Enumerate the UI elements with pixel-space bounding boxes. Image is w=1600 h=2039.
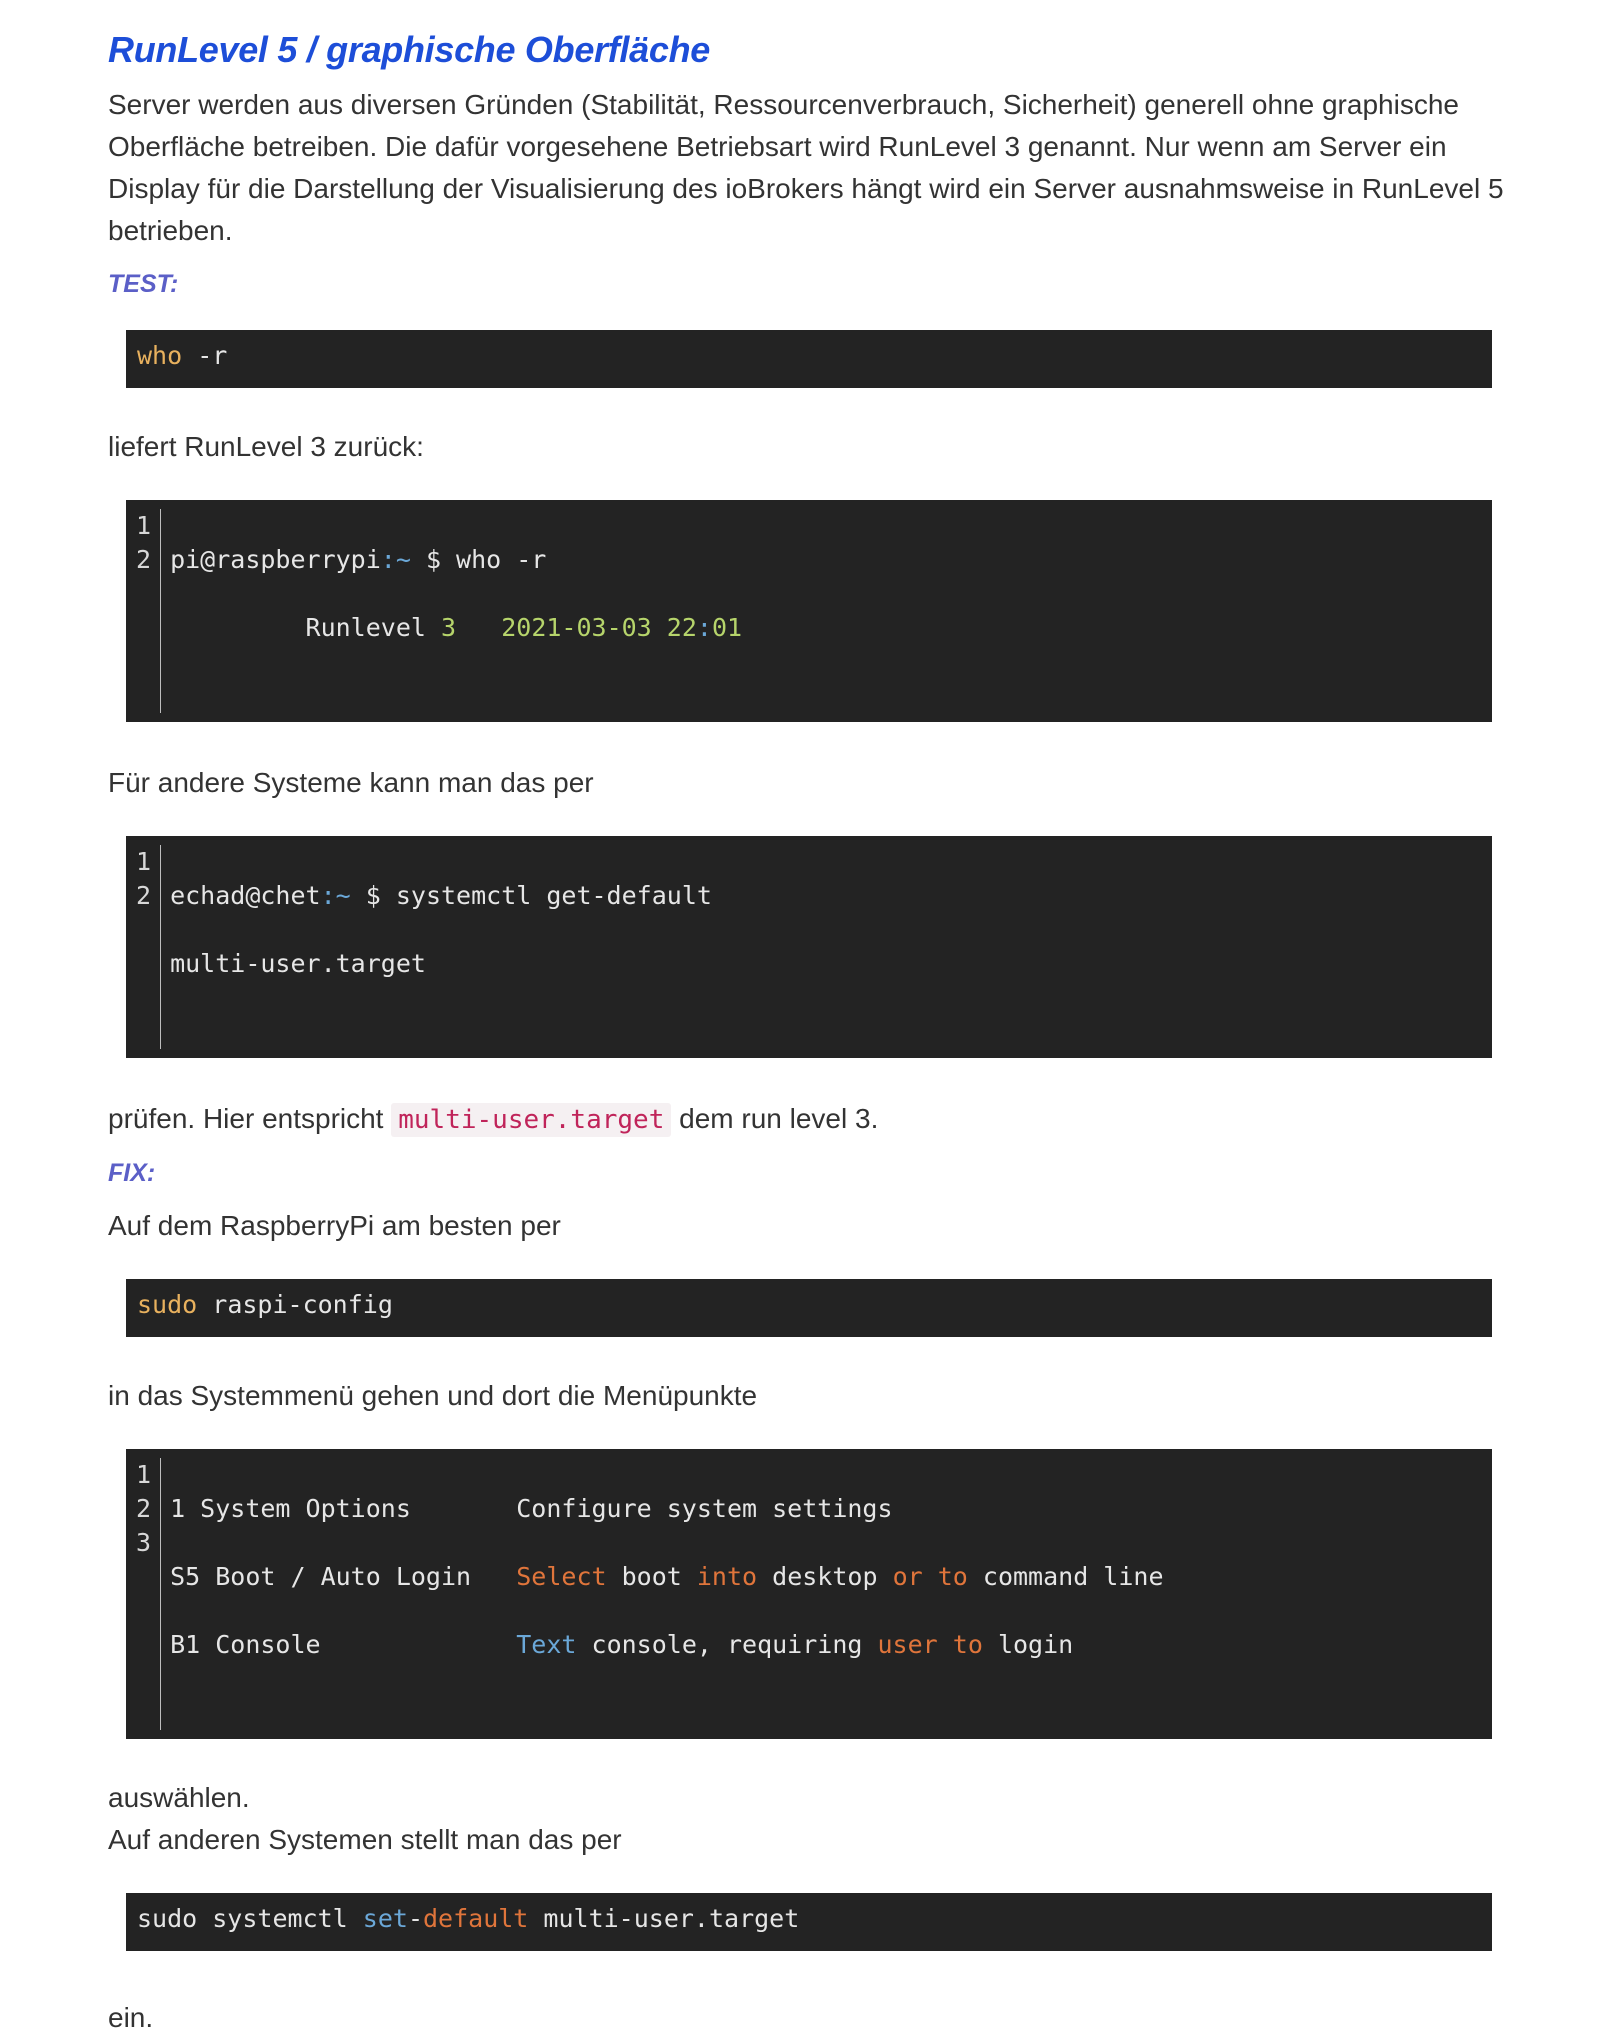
code-text: console, requiring <box>576 1630 878 1659</box>
fix-label: FIX: <box>108 1159 156 1187</box>
test-label: TEST: <box>108 270 179 298</box>
code-keyword: user <box>877 1630 938 1659</box>
code-text: boot <box>606 1562 697 1591</box>
code-text: Runlevel <box>170 613 441 642</box>
code-keyword: or <box>892 1562 923 1591</box>
code-colon: : <box>696 613 712 642</box>
line-numbers <box>136 509 161 713</box>
others-set-paragraph: Auf anderen Systemen stellt man das per <box>108 1824 622 1855</box>
code-date: 2021-03-03 22 <box>501 613 697 642</box>
code-number: 3 <box>441 613 457 642</box>
code-line: 1 System Options Configure system settings <box>170 1494 893 1523</box>
end-paragraph: ein. <box>108 2002 154 2033</box>
code-text: sudo systemctl <box>137 1904 363 1933</box>
code-keyword: sudo <box>137 1290 198 1319</box>
code-text: login <box>982 1630 1074 1659</box>
code-path: :~ <box>320 881 351 910</box>
check-paragraph <box>108 1098 1508 1141</box>
code-keyword: to <box>937 1562 968 1591</box>
inline-code-target: multi-user.target <box>391 1103 671 1137</box>
line-number: 1 <box>136 1460 152 1489</box>
code-text: - <box>407 1904 423 1933</box>
code-command: $ systemctl get-default <box>350 881 712 910</box>
code-keyword: to <box>952 1630 983 1659</box>
line-numbers <box>136 1458 161 1730</box>
line-number: 2 <box>136 1494 152 1523</box>
code-block-runlevel[interactable] <box>126 500 1492 722</box>
code-path: :~ <box>380 545 411 574</box>
code-space <box>938 1630 953 1659</box>
code-block-menu[interactable] <box>126 1449 1492 1739</box>
code-text: command line <box>967 1562 1164 1591</box>
code-lines <box>161 845 712 1049</box>
code-block-raspi-config[interactable] <box>126 1279 1492 1337</box>
code-type: Text <box>516 1630 577 1659</box>
code-block-set-default[interactable] <box>126 1893 1492 1951</box>
code-line <box>170 1560 1163 1594</box>
code-line <box>170 879 712 913</box>
code-text: -r <box>182 341 228 370</box>
code-text: S5 Boot / Auto Login <box>170 1562 517 1591</box>
code-keyword: into <box>696 1562 758 1591</box>
code-keyword: Select <box>516 1562 607 1591</box>
check-text-before: prüfen. Hier entspricht <box>108 1103 392 1134</box>
code-block-get-default[interactable] <box>126 836 1492 1058</box>
code-command: $ who -r <box>410 545 547 574</box>
returns-paragraph: liefert RunLevel 3 zurück: <box>108 431 424 462</box>
code-user: pi@raspberrypi <box>170 545 381 574</box>
code-text: desktop <box>757 1562 893 1591</box>
other-systems-paragraph: Für andere Systeme kann man das per <box>108 767 594 798</box>
raspi-paragraph: Auf dem RaspberryPi am besten per <box>108 1210 561 1241</box>
section-title: RunLevel 5 / graphische Oberfläche <box>108 29 710 70</box>
line-number: 3 <box>136 1528 152 1557</box>
line-number: 1 <box>136 511 152 540</box>
line-number: 1 <box>136 847 152 876</box>
check-text-after: dem run level 3. <box>671 1103 879 1134</box>
code-line: multi-user.target <box>170 949 426 978</box>
select-paragraph: auswählen. <box>108 1782 250 1813</box>
code-line <box>170 543 742 577</box>
code-lines <box>161 509 742 713</box>
intro-paragraph: Server werden aus diversen Gründen (Stabilität, Ressourcenverbrauch, Sicherheit) generell ohne graphische Oberfläche betreiben. Die dafür vorgesehene Betriebsart wird RunLevel 3 genannt. Nur wenn am Server ein Display für die Darstellung der Visualisierung des ioBrokers hängt wird ein Server ausnahmsweise in RunLevel 5 betrieben. <box>108 89 1504 246</box>
code-user: echad@chet <box>170 881 321 910</box>
code-line <box>170 611 742 645</box>
article-content <box>108 0 1508 2039</box>
code-text: B1 Console <box>170 1630 517 1659</box>
line-numbers <box>136 845 161 1049</box>
code-space <box>456 613 501 642</box>
code-block-who[interactable] <box>126 330 1492 388</box>
menu-paragraph: in das Systemmenü gehen und dort die Menüpunkte <box>108 1380 758 1411</box>
line-number: 2 <box>136 881 152 910</box>
code-keyword: who <box>137 341 183 370</box>
code-minute: 01 <box>711 613 743 642</box>
code-line <box>170 1628 1163 1662</box>
code-keyword: set <box>362 1904 408 1933</box>
code-lines <box>161 1458 1163 1730</box>
line-number: 2 <box>136 545 152 574</box>
code-keyword: default <box>423 1904 529 1933</box>
code-text: multi-user.target <box>528 1904 800 1933</box>
code-text: raspi-config <box>197 1290 393 1319</box>
code-space <box>923 1562 938 1591</box>
